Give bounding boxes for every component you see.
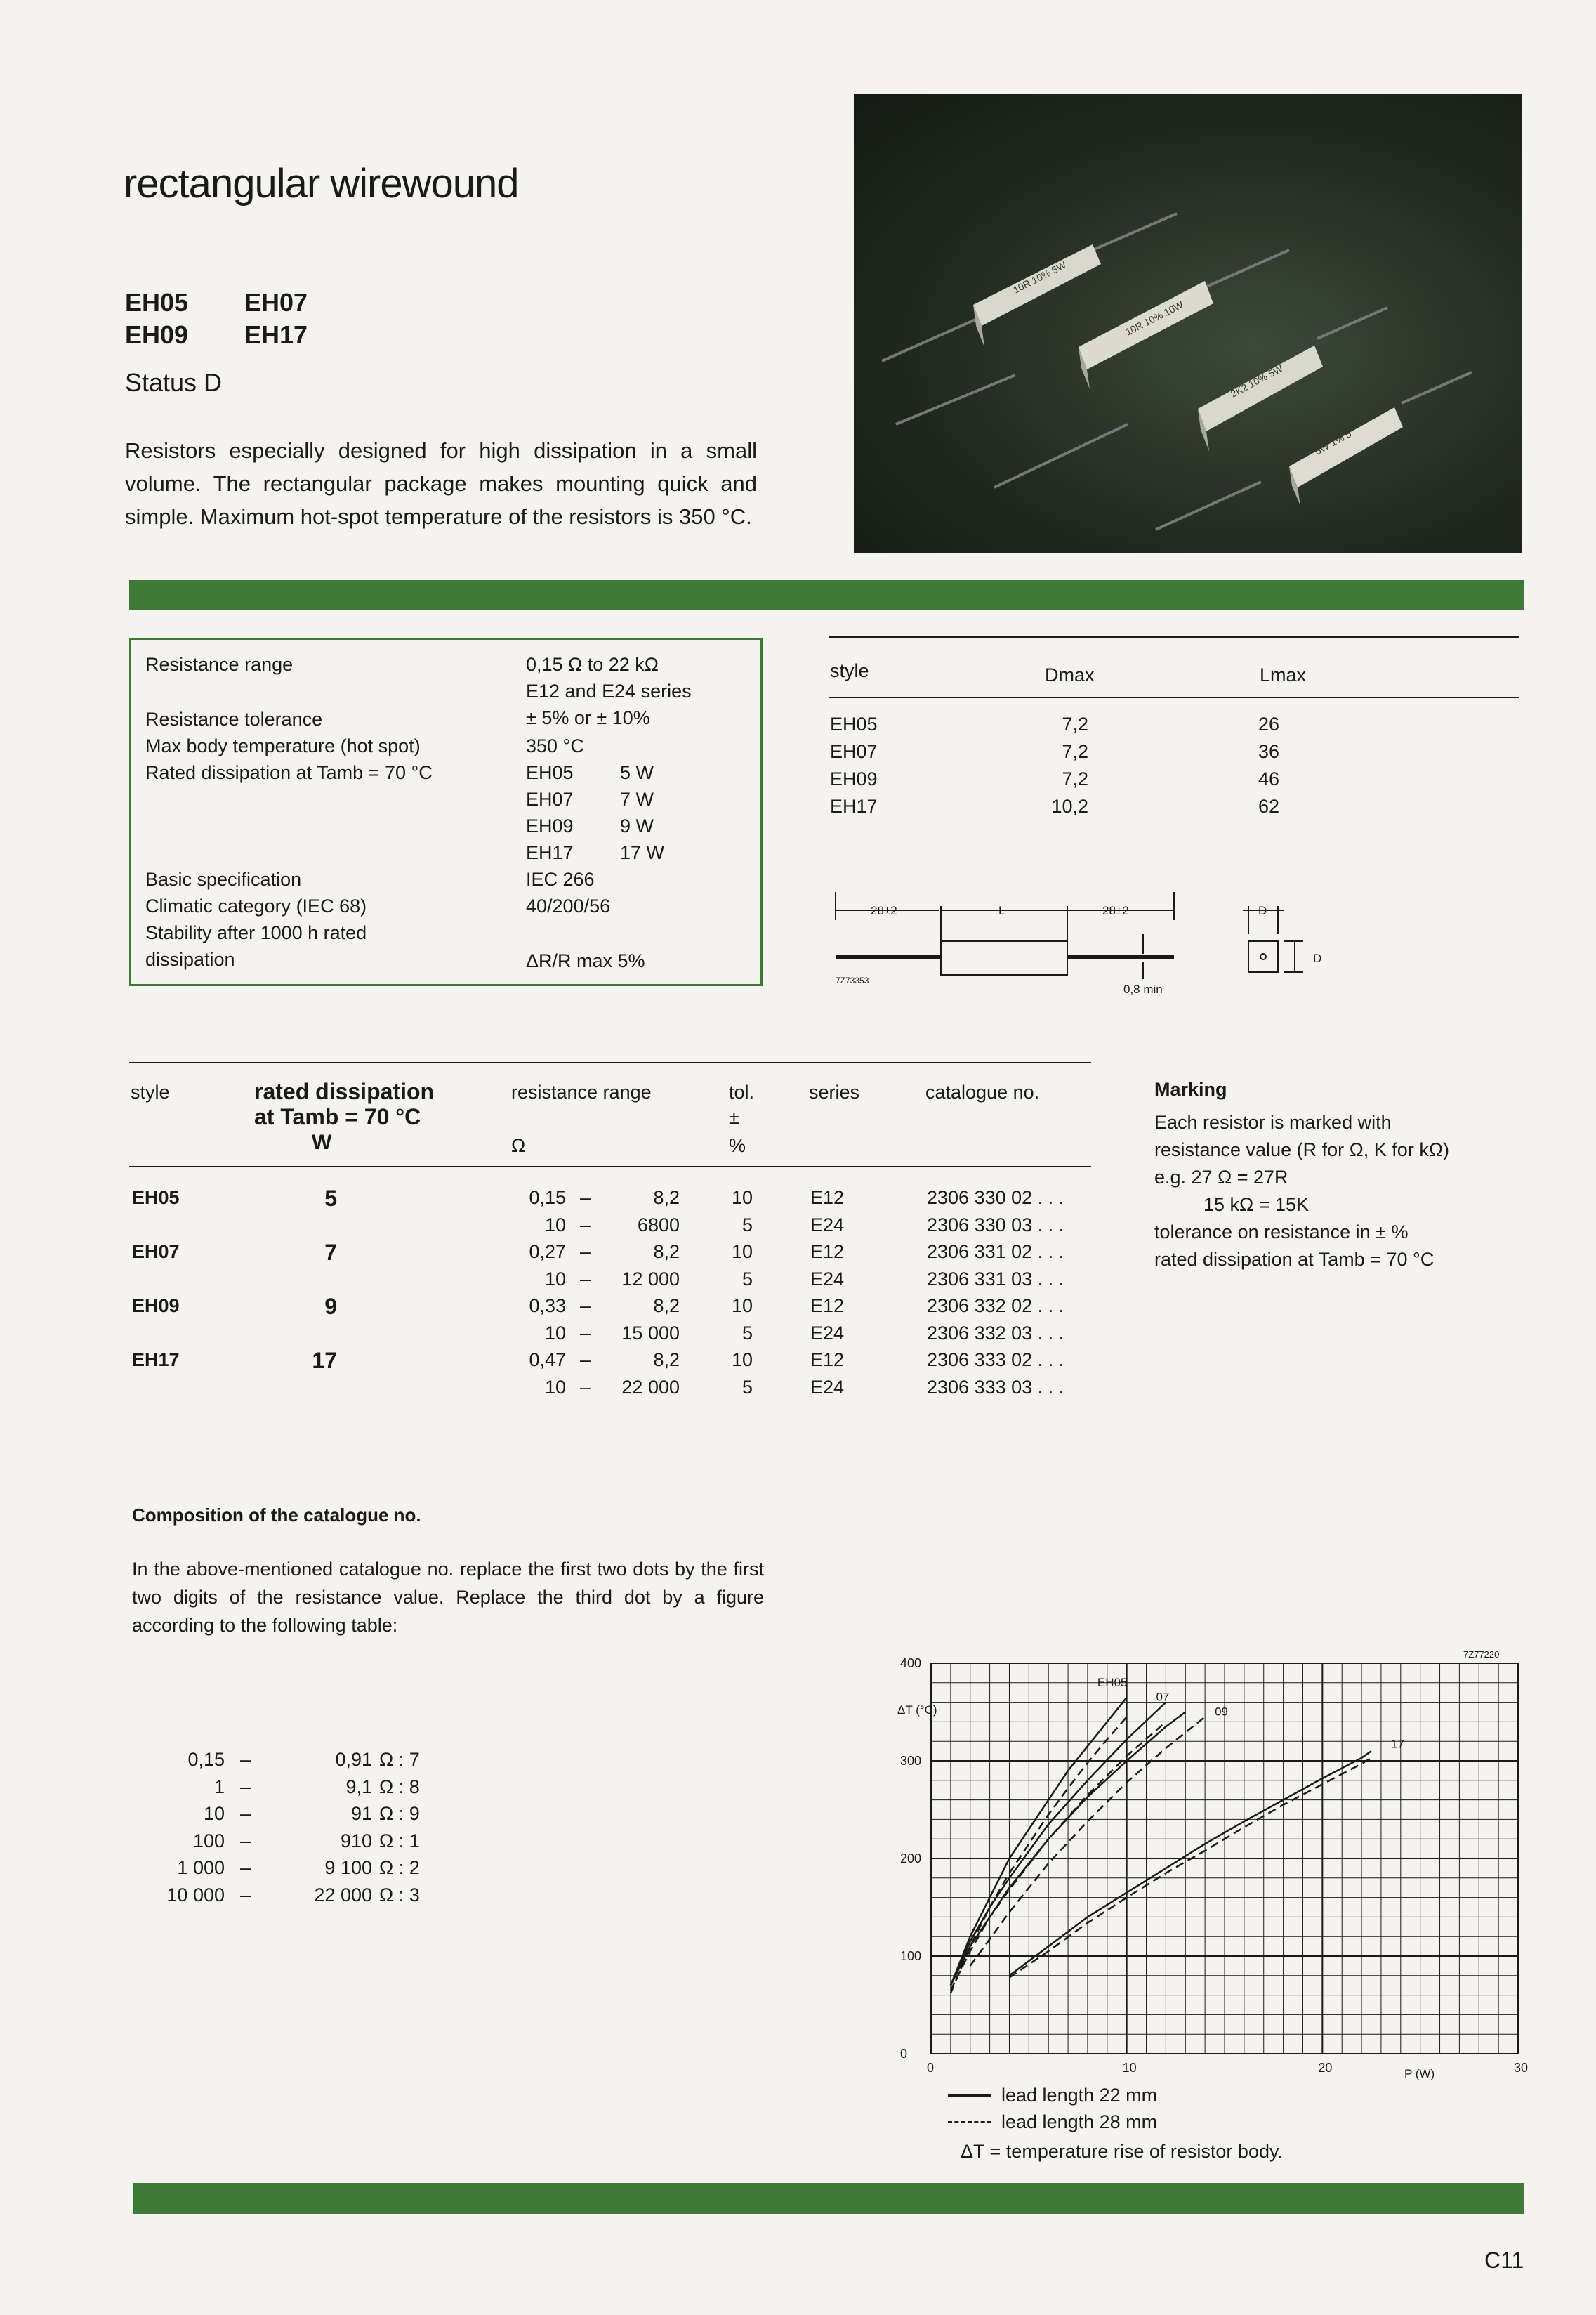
- composition-title: Composition of the catalogue no.: [132, 1504, 421, 1526]
- main-row-3-dash: –: [580, 1241, 591, 1262]
- marking-line-2: resistance value (R for Ω, K for kΩ): [1154, 1139, 1449, 1160]
- series-07-dashed: [951, 1722, 1166, 1990]
- spec-rated-watts-2: 7 W: [620, 789, 654, 810]
- main-row-3-series: E12: [810, 1241, 845, 1262]
- y-tick-200: 200: [900, 1851, 922, 1865]
- photo-label-4: 5W 1% 5: [1312, 428, 1354, 457]
- spec-rated-style-4: EH17: [526, 842, 574, 863]
- hdr-cat: catalogue no.: [925, 1082, 1040, 1103]
- series-eh05-solid: [951, 1698, 1127, 1986]
- dim-l-2: 36: [1258, 741, 1280, 762]
- main-row-8-cat: 2306 333 03 . . .: [927, 1376, 1064, 1398]
- comp-row-6-code: Ω : 3: [379, 1884, 420, 1906]
- main-row-6-dash: –: [580, 1322, 591, 1344]
- y-tick-400: 400: [900, 1656, 922, 1670]
- main-row-4-series: E24: [810, 1268, 845, 1290]
- dim-header-style: style: [830, 660, 869, 681]
- main-row-8-lo: 10: [544, 1376, 566, 1398]
- main-row-8-tol: 5: [741, 1376, 753, 1398]
- bottom-accent-bar: [133, 2183, 1524, 2214]
- drawing-d2: D: [1313, 952, 1322, 965]
- main-row-1-tol: 10: [731, 1187, 753, 1208]
- comp-row-1-lo: 0,15: [187, 1749, 225, 1770]
- spec-max-temp-label: Max body temperature (hot spot): [145, 735, 421, 756]
- status-label: Status D: [125, 368, 223, 397]
- type-eh17: EH17: [244, 320, 308, 349]
- comp-row-2-code: Ω : 8: [379, 1776, 420, 1797]
- y-tick-0: 0: [900, 2047, 908, 2061]
- main-row-7-cat: 2306 333 02 . . .: [927, 1349, 1064, 1370]
- y-tick-100: 100: [900, 1949, 922, 1963]
- marking-line-6: rated dissipation at Tamb = 70 °C: [1154, 1249, 1435, 1270]
- dim-style-2: EH07: [830, 741, 878, 762]
- main-row-3-w: 7: [324, 1240, 337, 1265]
- chart-ylabel: ΔT (°C): [897, 1703, 937, 1717]
- x-tick-10: 10: [1122, 2061, 1137, 2075]
- spec-climatic-label: Climatic category (IEC 68): [145, 896, 367, 917]
- marking-title: Marking: [1154, 1079, 1227, 1100]
- comp-row-5-code: Ω : 2: [379, 1857, 420, 1878]
- comp-row-6-lo: 10 000: [166, 1884, 225, 1906]
- drawing-lead-right: 28±2: [1102, 904, 1129, 917]
- page-number: C11: [1484, 2248, 1524, 2273]
- spec-box: [129, 638, 763, 986]
- chart-code: 7Z77220: [1463, 1649, 1500, 1660]
- y-tick-300: 300: [900, 1754, 922, 1768]
- hdr-rated: rated dissipation: [254, 1079, 435, 1104]
- main-row-2-cat: 2306 330 03 . . .: [927, 1214, 1064, 1235]
- main-row-7-series: E12: [810, 1349, 845, 1370]
- dim-style-4: EH17: [830, 796, 878, 817]
- main-row-5-style: EH09: [132, 1295, 180, 1316]
- main-row-4-cat: 2306 331 03 . . .: [927, 1268, 1064, 1290]
- spec-rated-watts-4: 17 W: [620, 842, 665, 863]
- main-row-5-hi: 8,2: [653, 1295, 680, 1316]
- main-row-6-tol: 5: [741, 1322, 753, 1344]
- spec-resistance-range-label: Resistance range: [145, 654, 294, 675]
- spec-stability-label-1: Stability after 1000 h rated: [145, 922, 367, 943]
- comp-row-1-code: Ω : 7: [379, 1749, 420, 1770]
- main-row-1-dash: –: [580, 1187, 591, 1208]
- dim-d-2: 7,2: [1062, 741, 1088, 762]
- comp-row-3-hi: 91: [350, 1803, 372, 1824]
- comp-row-1-dash: –: [240, 1749, 251, 1770]
- main-row-3-lo: 0,27: [529, 1241, 566, 1262]
- marking-line-3: e.g. 27 Ω = 27R: [1154, 1167, 1288, 1188]
- x-tick-20: 20: [1318, 2061, 1333, 2075]
- main-row-7-lo: 0,47: [529, 1349, 566, 1370]
- type-eh07: EH07: [244, 288, 308, 317]
- series-17-solid: [1010, 1751, 1372, 1976]
- spec-rated-label: Rated dissipation at Tamb = 70 °C: [145, 762, 433, 783]
- hdr-range-unit: Ω: [511, 1135, 526, 1156]
- main-row-8-series: E24: [810, 1376, 845, 1398]
- dim-l-1: 26: [1258, 714, 1280, 735]
- main-row-2-tol: 5: [741, 1214, 753, 1235]
- curve-label-eh05: EH05: [1097, 1675, 1128, 1689]
- photo-label-3: 2K2 10% 5W: [1228, 362, 1285, 400]
- comp-row-4-hi: 910: [340, 1830, 372, 1851]
- main-row-4-hi: 12 000: [621, 1268, 680, 1290]
- main-row-2-dash: –: [580, 1214, 591, 1235]
- main-row-5-tol: 10: [731, 1295, 753, 1316]
- comp-row-2-lo: 1: [213, 1776, 225, 1797]
- spec-basic-value: IEC 266: [526, 869, 595, 890]
- main-row-7-tol: 10: [731, 1349, 753, 1370]
- photo-label-1: 10R 10% 5W: [1011, 258, 1068, 296]
- spec-series-value: E12 and E24 series: [526, 681, 692, 702]
- main-row-7-hi: 8,2: [653, 1349, 680, 1370]
- comp-row-1-hi: 0,91: [335, 1749, 372, 1770]
- main-row-6-lo: 10: [544, 1322, 566, 1344]
- spec-rated-style-3: EH09: [526, 815, 574, 837]
- main-row-5-series: E12: [810, 1295, 845, 1316]
- spec-basic-label: Basic specification: [145, 869, 302, 890]
- type-list: [125, 287, 364, 351]
- photo-label-2: 10R 10% 10W: [1123, 299, 1185, 338]
- comp-row-4-lo: 100: [192, 1830, 225, 1851]
- main-row-3-style: EH07: [132, 1241, 180, 1262]
- hdr-rated-unit: W: [312, 1131, 332, 1154]
- comp-row-4-dash: –: [240, 1830, 251, 1851]
- main-row-4-lo: 10: [544, 1268, 566, 1290]
- main-row-1-cat: 2306 330 02 . . .: [927, 1187, 1064, 1208]
- top-accent-bar: [129, 580, 1524, 610]
- comp-row-3-lo: 10: [203, 1803, 225, 1824]
- main-row-6-series: E24: [810, 1322, 845, 1344]
- main-row-6-cat: 2306 332 03 . . .: [927, 1322, 1064, 1344]
- spec-rated-watts-3: 9 W: [620, 815, 654, 837]
- curve-label-09: 09: [1215, 1705, 1228, 1719]
- dim-header-l: Lmax: [1260, 664, 1307, 686]
- main-row-5-lo: 0,33: [529, 1295, 566, 1316]
- main-row-1-style: EH05: [132, 1187, 180, 1208]
- spec-climatic-value: 40/200/56: [526, 896, 611, 917]
- intro-paragraph: Resistors especially designed for high dissipation in a small volume. The rectangular package makes mounting quick and simple. Maximum hot-spot temperature of the resistors is 350 °C.: [125, 438, 757, 529]
- main-row-6-hi: 15 000: [621, 1322, 680, 1344]
- main-row-1-lo: 0,15: [529, 1187, 566, 1208]
- comp-row-5-hi: 9 100: [324, 1857, 372, 1878]
- dim-d-4: 10,2: [1051, 796, 1088, 817]
- spec-stability-label-2: dissipation: [145, 949, 235, 970]
- main-row-3-hi: 8,2: [653, 1241, 680, 1262]
- main-row-2-series: E24: [810, 1214, 845, 1235]
- dimension-drawing: [829, 892, 1320, 1004]
- main-row-3-tol: 10: [731, 1241, 753, 1262]
- drawing-d1: D: [1258, 904, 1267, 917]
- comp-row-6-hi: 22 000: [314, 1884, 372, 1906]
- legend-note: ΔT = temperature rise of resistor body.: [961, 2141, 1283, 2162]
- page-title: rectangular wirewound: [124, 161, 519, 206]
- dim-header-d: Dmax: [1045, 664, 1095, 686]
- main-row-3-cat: 2306 331 02 . . .: [927, 1241, 1064, 1262]
- resistor-photo-drawing: [854, 94, 1522, 553]
- main-row-1-hi: 8,2: [653, 1187, 680, 1208]
- spec-rated-style-1: EH05: [526, 762, 574, 783]
- dim-style-1: EH05: [830, 714, 878, 735]
- spec-tolerance-value: ± 5% or ± 10%: [526, 707, 650, 728]
- composition-text: In the above-mentioned catalogue no. replace the first two dots by the first two digits of the resistance value. Replace the third dot by a figure according to the following table:: [132, 1559, 764, 1636]
- product-photo: [854, 94, 1522, 553]
- series-eh05-dashed: [951, 1717, 1127, 1993]
- main-row-7-w: 17: [312, 1348, 337, 1373]
- hdr-style: style: [131, 1082, 170, 1103]
- curve-label-07: 07: [1156, 1690, 1170, 1704]
- spec-rated-watts-1: 5 W: [620, 762, 654, 783]
- spec-stability-value: ΔR/R max 5%: [526, 950, 645, 971]
- marking-line-4: 15 kΩ = 15K: [1203, 1194, 1310, 1215]
- main-row-8-hi: 22 000: [621, 1376, 680, 1398]
- marking-line-1: Each resistor is marked with: [1154, 1112, 1392, 1133]
- hdr-rated-2: at Tamb = 70 °C: [254, 1104, 421, 1129]
- marking-section: [1154, 1076, 1449, 1273]
- series-07-solid: [951, 1703, 1166, 1986]
- drawing-lead-left: 28±2: [871, 904, 897, 917]
- curve-label-17: 17: [1390, 1737, 1404, 1751]
- x-tick-0: 0: [927, 2061, 935, 2075]
- spec-tolerance-label: Resistance tolerance: [145, 709, 323, 730]
- drawing-body-l: L: [998, 904, 1005, 917]
- main-row-2-lo: 10: [544, 1214, 566, 1235]
- main-row-8-dash: –: [580, 1376, 591, 1398]
- type-eh05: EH05: [125, 288, 189, 317]
- chart-legend: [948, 2082, 1283, 2163]
- hdr-series: series: [809, 1082, 860, 1103]
- legend-solid-label: lead length 22 mm: [1001, 2084, 1158, 2106]
- comp-row-5-dash: –: [240, 1857, 251, 1878]
- main-row-7-dash: –: [580, 1349, 591, 1370]
- main-row-5-cat: 2306 332 02 . . .: [927, 1295, 1064, 1316]
- hdr-tol-unit: %: [729, 1135, 746, 1156]
- comp-row-4-code: Ω : 1: [379, 1830, 420, 1851]
- dim-l-4: 62: [1258, 796, 1280, 817]
- comp-row-3-dash: –: [240, 1803, 251, 1824]
- main-row-1-series: E12: [810, 1187, 845, 1208]
- hdr-tol-2: ±: [729, 1107, 739, 1128]
- dim-d-3: 7,2: [1062, 768, 1088, 789]
- comp-row-5-lo: 1 000: [177, 1857, 225, 1878]
- spec-max-temp-value: 350 °C: [526, 735, 584, 756]
- comp-row-6-dash: –: [240, 1884, 251, 1906]
- main-row-4-tol: 5: [741, 1268, 753, 1290]
- hdr-tol: tol.: [729, 1082, 755, 1103]
- type-eh09: EH09: [125, 320, 189, 349]
- main-row-2-hi: 6800: [637, 1214, 680, 1235]
- drawing-min: 0,8 min: [1123, 983, 1163, 996]
- temperature-rise-chart: [864, 1644, 1538, 2149]
- legend-dashed-label: lead length 28 mm: [1001, 2111, 1158, 2132]
- dim-d-1: 7,2: [1062, 714, 1088, 735]
- series-17-dashed: [1010, 1758, 1372, 1978]
- x-tick-30: 30: [1514, 2061, 1529, 2075]
- comp-row-3-code: Ω : 9: [379, 1803, 420, 1824]
- main-row-5-w: 9: [324, 1294, 337, 1319]
- chart-xlabel: P (W): [1404, 2067, 1435, 2080]
- main-row-4-dash: –: [580, 1268, 591, 1290]
- hdr-range: resistance range: [511, 1082, 652, 1103]
- drawing-code: 7Z73353: [836, 976, 869, 985]
- main-row-7-style: EH17: [132, 1349, 180, 1370]
- dim-l-3: 46: [1258, 768, 1280, 789]
- dim-style-3: EH09: [830, 768, 878, 789]
- marking-line-5: tolerance on resistance in ± %: [1154, 1221, 1409, 1242]
- main-row-5-dash: –: [580, 1295, 591, 1316]
- legend-dashed-swatch: [948, 2121, 991, 2123]
- main-row-1-w: 5: [324, 1186, 337, 1211]
- comp-row-2-dash: –: [240, 1776, 251, 1797]
- spec-resistance-range-value: 0,15 Ω to 22 kΩ: [526, 654, 659, 675]
- spec-rated-style-2: EH07: [526, 789, 574, 810]
- legend-solid-swatch: [948, 2094, 991, 2097]
- comp-row-2-hi: 9,1: [345, 1776, 372, 1797]
